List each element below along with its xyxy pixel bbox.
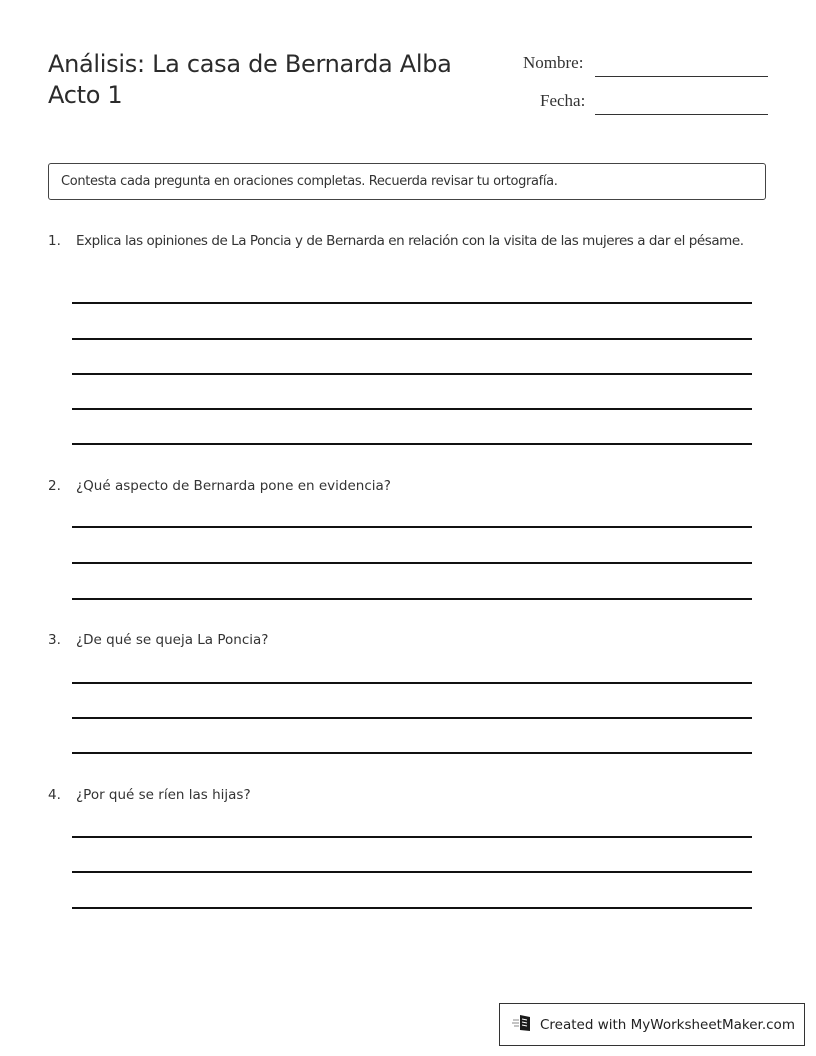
question-text: ¿Qué aspecto de Bernarda pone en evidencia? [76, 478, 391, 494]
question-text: Explica las opiniones de La Poncia y de Bernarda en relación con la visita de las mujeres a dar el pésame. [76, 233, 744, 249]
question-number: 4. [48, 787, 61, 803]
worksheet-logo-icon [512, 1013, 540, 1037]
date-field[interactable] [595, 114, 768, 115]
answer-line-2-1[interactable] [72, 526, 752, 528]
answer-line-2-3[interactable] [72, 598, 752, 600]
answer-line-4-2[interactable] [72, 871, 752, 873]
question-number: 3. [48, 632, 61, 648]
question-text: ¿Por qué se ríen las hijas? [76, 787, 251, 803]
answer-line-1-5[interactable] [72, 443, 752, 445]
worksheet-title [48, 49, 452, 111]
name-label: Nombre: [523, 53, 584, 72]
answer-line-3-3[interactable] [72, 752, 752, 754]
title-line-2: Acto 1 [48, 81, 123, 109]
answer-line-1-3[interactable] [72, 373, 752, 375]
answer-line-3-1[interactable] [72, 682, 752, 684]
answer-line-3-2[interactable] [72, 717, 752, 719]
answer-line-4-1[interactable] [72, 836, 752, 838]
name-field[interactable] [595, 76, 768, 77]
answer-line-2-2[interactable] [72, 562, 752, 564]
question-text: ¿De qué se queja La Poncia? [76, 632, 269, 648]
instructions-box: Contesta cada pregunta en oraciones completas. Recuerda revisar tu ortografía. [48, 163, 766, 200]
question-number: 2. [48, 478, 61, 494]
answer-line-4-3[interactable] [72, 907, 752, 909]
answer-line-1-1[interactable] [72, 302, 752, 304]
answer-line-1-2[interactable] [72, 338, 752, 340]
question-number: 1. [48, 233, 61, 249]
footer-credit[interactable] [499, 1003, 805, 1046]
answer-line-1-4[interactable] [72, 408, 752, 410]
date-label: Fecha: [540, 91, 586, 110]
footer-text: Created with MyWorksheetMaker.com [540, 1016, 795, 1033]
title-line-1: Análisis: La casa de Bernarda Alba [48, 50, 452, 78]
